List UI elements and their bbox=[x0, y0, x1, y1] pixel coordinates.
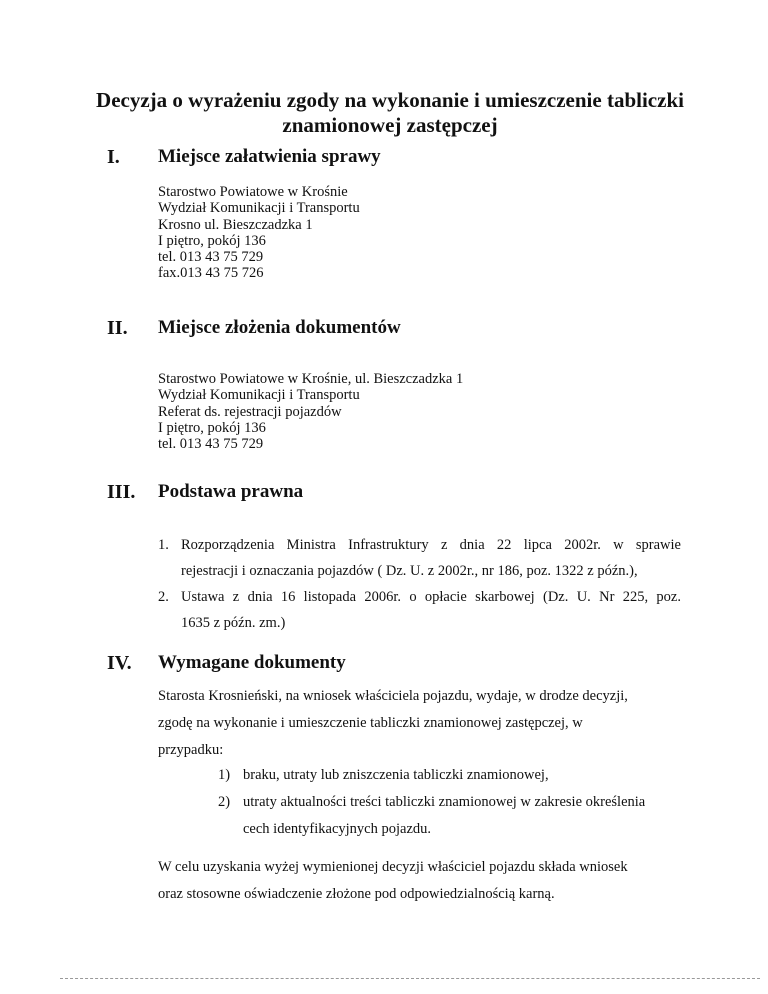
requirements-intro-line-1: Starosta Krosnieński, na wniosek właściciela pojazdu, wydaje, w drodze decyzji, bbox=[158, 688, 628, 704]
section-4-heading: Wymagane dokumenty bbox=[158, 652, 346, 673]
address-line: Referat ds. rejestracji pojazdów bbox=[158, 403, 342, 420]
case-item-2-line-1: utraty aktualności treści tabliczki znamionowej w zakresie określenia bbox=[243, 794, 646, 810]
address-line: I piętro, pokój 136 bbox=[158, 419, 266, 436]
case-item-2-line-2: cech identyfikacyjnych pojazdu. bbox=[243, 821, 432, 837]
section-1-number: I. bbox=[107, 146, 120, 168]
address-line: Starostwo Powiatowe w Krośnie bbox=[158, 184, 348, 200]
address-line: Starostwo Powiatowe w Krośnie, ul. Bieszczadzka 1 bbox=[158, 371, 464, 387]
legal-basis-item-1-number: 1. bbox=[158, 537, 169, 553]
page-bottom-rule bbox=[60, 978, 760, 979]
title-line-1: Decyzja o wyrażeniu zgody na wykonanie i umieszczenie tabliczki bbox=[96, 88, 684, 112]
address-line: I piętro, pokój 136 bbox=[158, 232, 266, 249]
address-line: fax.013 43 75 726 bbox=[158, 265, 264, 282]
case-item-2-number: 2) bbox=[218, 794, 231, 810]
case-item-1-number: 1) bbox=[218, 767, 231, 783]
legal-basis-item-1-line-1: Rozporządzenia Ministra Infrastruktury z dnia 22 lipca 2002r. w sprawie bbox=[181, 537, 681, 553]
section-3-number: III. bbox=[107, 481, 136, 503]
section-4-number: IV. bbox=[107, 652, 132, 674]
section-1-heading: Miejsce załatwienia sprawy bbox=[158, 146, 381, 167]
title-line-2: znamionowej zastępczej bbox=[282, 113, 498, 137]
section-2-heading: Miejsce złożenia dokumentów bbox=[158, 317, 401, 338]
closing-line-1: W celu uzyskania wyżej wymienionej decyzji właściciel pojazdu składa wniosek bbox=[158, 859, 628, 875]
address-line: Wydział Komunikacji i Transportu bbox=[158, 387, 360, 404]
section-1-address bbox=[158, 184, 360, 282]
address-line: tel. 013 43 75 729 bbox=[158, 436, 264, 453]
section-2-number: II. bbox=[107, 317, 128, 339]
closing-line-2: oraz stosowne oświadczenie złożone pod odpowiedzialnością karną. bbox=[158, 886, 555, 902]
address-line: Wydział Komunikacji i Transportu bbox=[158, 200, 360, 217]
section-3-heading: Podstawa prawna bbox=[158, 481, 304, 502]
requirements-intro-line-2: zgodę na wykonanie i umieszczenie tabliczki znamionowej zastępczej, w bbox=[158, 715, 583, 731]
address-line: Krosno ul. Bieszczadzka 1 bbox=[158, 216, 313, 233]
legal-basis-item-2-line-2: 1635 z późn. zm.) bbox=[181, 615, 286, 631]
legal-basis-item-1-line-2: rejestracji i oznaczania pojazdów ( Dz. U. z 2002r., nr 186, poz. 1322 z późn.), bbox=[181, 563, 638, 579]
section-2-address bbox=[158, 371, 463, 452]
case-item-1-text: braku, utraty lub zniszczenia tabliczki znamionowej, bbox=[243, 767, 549, 783]
legal-basis-item-2-number: 2. bbox=[158, 589, 169, 605]
address-line: tel. 013 43 75 729 bbox=[158, 249, 264, 266]
document-title bbox=[60, 88, 720, 138]
legal-basis-item-2-line-1: Ustawa z dnia 16 listopada 2006r. o opłacie skarbowej (Dz. U. Nr 225, poz. bbox=[181, 589, 681, 605]
requirements-intro-line-3: przypadku: bbox=[158, 742, 224, 758]
